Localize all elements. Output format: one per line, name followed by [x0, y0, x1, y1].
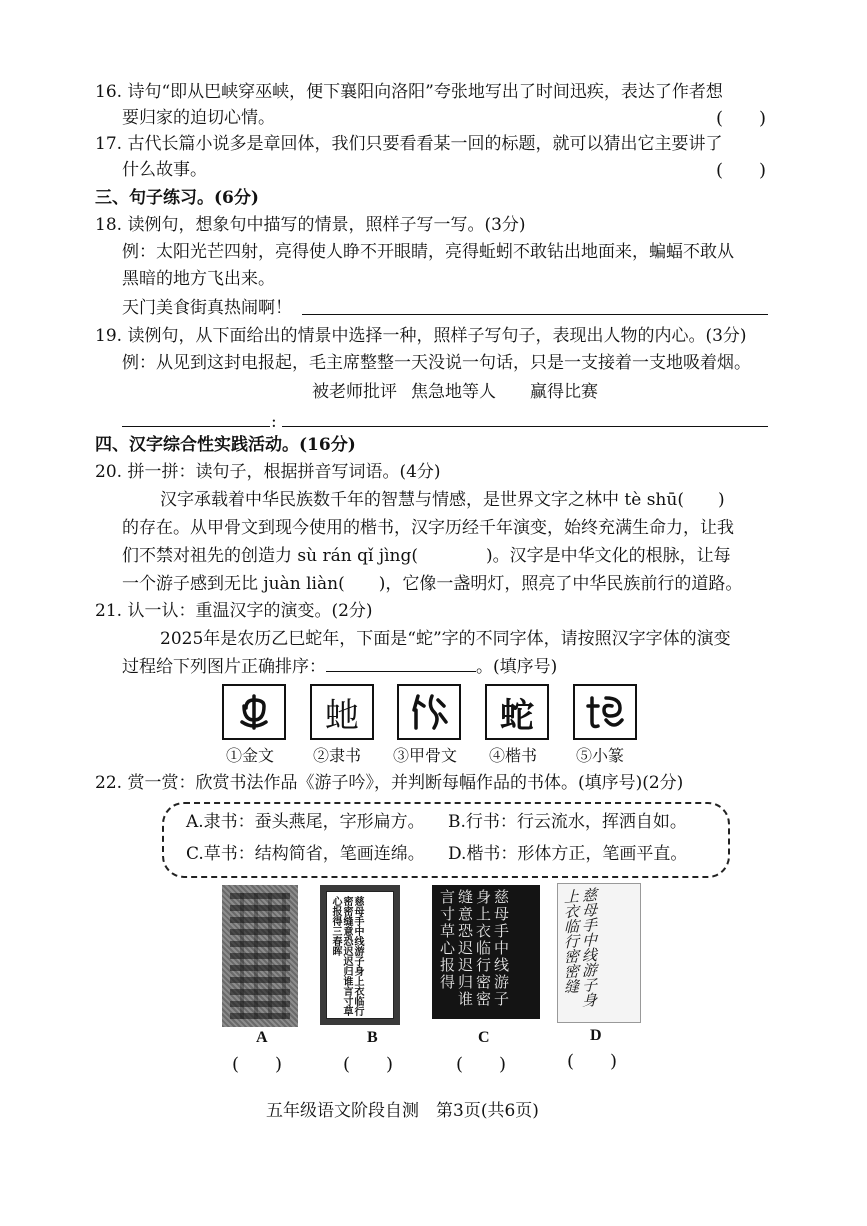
q21-line1: 21. 认一认：重温汉字的演变。(2分): [95, 601, 373, 621]
jinwen-snake-glyph: [234, 692, 274, 732]
kaishu-snake-glyph: 蛇: [500, 695, 534, 736]
work-b-label: B: [367, 1029, 378, 1046]
q18-prompt: 天门美食街真热闹啊！: [122, 298, 292, 318]
work-c-label: C: [478, 1029, 490, 1046]
q18-example-line1: 例：太阳光芒四射，亮得使人睁不开眼睛，亮得蚯蚓不敢钻出地面来，蝙蝠不敢从: [122, 242, 734, 262]
q22-line1: 22. 赏一赏：欣赏书法作品《游子吟》，并判断每幅作品的书体。(填序号)(2分): [95, 773, 684, 793]
q22-option-c: C.草书：结构简省，笔画连绵。: [186, 844, 425, 864]
q18-line1: 18. 读例句，想象句中描写的情景，照样子写一写。(3分): [95, 215, 526, 235]
jiaguwen-glyph-image: [397, 684, 461, 740]
q19-example: 例：从见到这封电报起，毛主席整整一天没说一句话，只是一支接着一支地吸着烟。: [122, 353, 751, 373]
work-a-answer-paren[interactable]: ( ): [232, 1054, 283, 1075]
xiaozhuan-snake-glyph: [584, 692, 626, 732]
work-d-answer-paren[interactable]: ( ): [567, 1051, 618, 1072]
work-c-answer-paren[interactable]: ( ): [456, 1054, 507, 1075]
work-b-paper: [326, 891, 394, 1019]
q17-answer-paren[interactable]: ( ): [716, 160, 767, 181]
q22-option-a: A.隶书：蚕头燕尾，字形扁方。: [186, 812, 425, 832]
work-a-label: A: [256, 1029, 268, 1046]
page-footer: 五年级语文阶段自测 第3页(共6页): [266, 1101, 539, 1121]
q21-paragraph-line2: [122, 655, 557, 679]
xiaozhuan-glyph-image: [573, 684, 637, 740]
jinwen-label: ①金文: [226, 746, 275, 765]
lishu-label: ②隶书: [313, 746, 362, 765]
q16-line2: 要归家的迫切心情。: [122, 108, 275, 128]
q19-option-waiting: 焦急地等人: [411, 382, 496, 402]
calligraphy-work-d-image: [557, 883, 641, 1023]
jinwen-glyph-image: [222, 684, 286, 740]
q20-paragraph-line1: 汉字承载着中华民族数千年的智慧与情感，是世界文字之林中 tè shū( ): [160, 490, 725, 510]
q21-answer-line[interactable]: [326, 655, 476, 672]
section3-heading: 三、句子练习。(6分): [95, 188, 259, 208]
q19-option-criticized: 被老师批评: [312, 382, 397, 402]
q20-paragraph-line3: 们不禁对祖先的创造力 sù rán qǐ jìng( )。汉字是中华文化的根脉，让每: [122, 546, 731, 566]
section4-heading: 四、汉字综合性实践活动。(16分): [95, 435, 356, 455]
q22-option-d: D.楷书：形体方正，笔画平直。: [448, 844, 688, 864]
q20-line1: 20. 拼一拼：读句子，根据拼音写词语。(4分): [95, 462, 441, 482]
q19-scene-line[interactable]: [122, 426, 270, 427]
lishu-snake-glyph: 虵: [325, 695, 359, 736]
q19-colon: :: [271, 412, 277, 432]
q16-line1: 16. 诗句“即从巴峡穿巫峡，便下襄阳向洛阳”夸张地写出了时间迅疾，表达了作者想: [95, 82, 723, 102]
xiaozhuan-label: ⑤小篆: [576, 746, 625, 765]
calligraphy-work-c-image: [432, 885, 540, 1019]
q20-paragraph-line2: 的存在。从甲骨文到现今使用的楷书，汉字历经千年演变，始终充满生命力，让我: [122, 518, 734, 538]
work-a-texture: [230, 893, 290, 1019]
q22-option-b: B.行书：行云流水，挥洒自如。: [448, 812, 687, 832]
q21-paragraph-line1: 2025年是农历乙巳蛇年，下面是“蛇”字的不同字体，请按照汉字字体的演变: [160, 629, 731, 649]
jiaguwen-label: ③甲骨文: [393, 746, 458, 765]
q21-suffix: 。(填序号): [476, 657, 558, 677]
work-c-text: 慈母手中线游子身上衣临行密密缝意恐迟迟归谁言寸草心报得: [438, 889, 510, 1008]
work-b-text: 慈母手中线游子身上衣临行密密缝意恐迟迟归谁言寸草心报得三春晖: [330, 896, 363, 1016]
q21-prompt: 过程给下列图片正确排序：: [122, 657, 326, 677]
q17-line2: 什么故事。: [122, 160, 207, 180]
q20-paragraph-line4: 一个游子感到无比 juàn liàn( )，它像一盏明灯，照亮了中华民族前行的道路。: [122, 574, 743, 594]
q16-answer-paren[interactable]: ( ): [716, 108, 767, 129]
work-b-answer-paren[interactable]: ( ): [343, 1054, 394, 1075]
kaishu-label: ④楷书: [489, 746, 538, 765]
q19-line1: 19. 读例句，从下面给出的情景中选择一种，照样子写句子，表现出人物的内心。(3分): [95, 326, 747, 346]
q18-answer-line[interactable]: [302, 314, 768, 315]
q18-example-line2: 黑暗的地方飞出来。: [122, 269, 275, 289]
q17-line1: 17. 古代长篇小说多是章回体，我们只要看看某一回的标题，就可以猜出它主要讲了: [95, 134, 723, 154]
q19-option-winning: 赢得比赛: [530, 382, 598, 402]
q19-answer-line[interactable]: [282, 426, 768, 427]
lishu-glyph-image: [310, 684, 374, 740]
work-d-text: 慈母手中线游子身上衣临行密密缝: [562, 886, 598, 1008]
kaishu-glyph-image: [485, 684, 549, 740]
jiaguwen-snake-glyph: [408, 692, 450, 732]
work-d-label: D: [590, 1027, 602, 1044]
calligraphy-work-a-image: [222, 885, 298, 1027]
calligraphy-work-b-image: [320, 885, 400, 1025]
